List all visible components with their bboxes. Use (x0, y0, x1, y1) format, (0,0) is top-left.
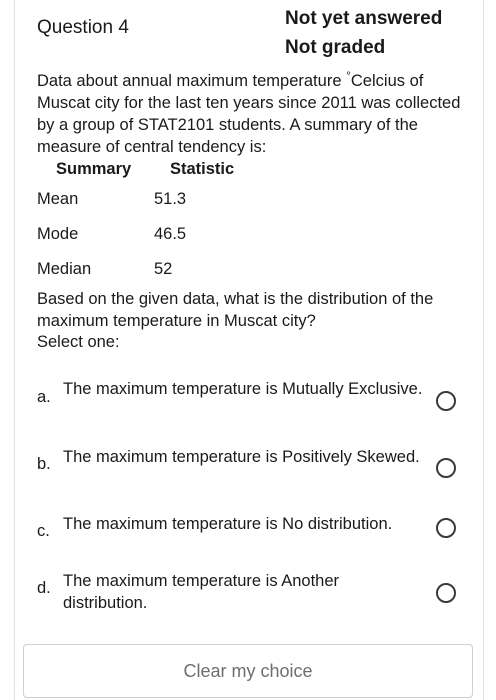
degree-symbol: ° (346, 68, 351, 83)
grade-status: Not graded (285, 37, 386, 58)
option-letter: c. (37, 522, 50, 540)
mode-value: 46.5 (154, 225, 187, 243)
radio-button[interactable] (436, 391, 456, 411)
question-prompt: Based on the given data, what is the distribution of the maximum temperature in Muscat city? (37, 290, 434, 330)
clear-choice-button[interactable]: Clear my choice (23, 644, 473, 698)
median-value: 52 (154, 260, 173, 278)
mean-value: 51.3 (154, 190, 187, 208)
median-label: Median (37, 260, 92, 278)
question-text-part-2: Celcius of Muscat city for the last ten years since 2011 was collected by a group of STAT2101 students. A summary of the measure of central tendency is: (37, 72, 461, 156)
select-instruction: Select one: (37, 333, 120, 351)
option-c[interactable] (37, 513, 467, 563)
question-status (285, 4, 442, 62)
option-label[interactable]: The maximum temperature is No distribution. (63, 515, 393, 533)
statistic-header: Statistic (170, 160, 235, 178)
option-letter: d. (37, 579, 51, 597)
mode-label: Mode (37, 225, 79, 243)
radio-button[interactable] (436, 518, 456, 538)
option-a[interactable] (37, 378, 467, 428)
radio-button[interactable] (436, 458, 456, 478)
option-d[interactable] (37, 570, 467, 620)
question-number: Question 4 (37, 17, 129, 38)
mean-label: Mean (37, 190, 79, 208)
question-text-part-1: Data about annual maximum temperature (37, 72, 347, 90)
radio-button[interactable] (436, 583, 456, 603)
summary-header: Summary (56, 160, 132, 178)
question-text (37, 70, 462, 158)
option-b[interactable] (37, 446, 467, 496)
answer-status: Not yet answered (285, 8, 443, 29)
option-label[interactable]: The maximum temperature is Another distribution. (63, 572, 340, 612)
option-label[interactable]: The maximum temperature is Mutually Exclusive. (63, 380, 423, 398)
option-letter: a. (37, 388, 51, 406)
option-letter: b. (37, 455, 51, 473)
option-label[interactable]: The maximum temperature is Positively Skewed. (63, 448, 420, 466)
